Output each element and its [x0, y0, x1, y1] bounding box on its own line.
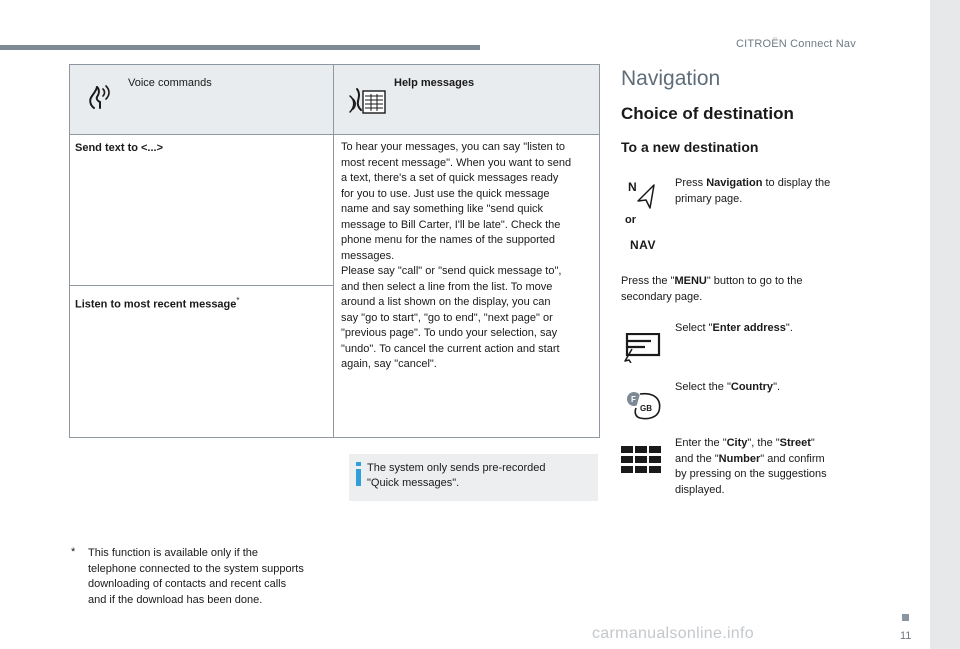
- table-help-cell: [334, 135, 599, 437]
- command-divider: [70, 285, 334, 286]
- watermark: carmanualsonline.info: [592, 625, 754, 642]
- country-flag-icon: [624, 391, 664, 421]
- voice-help-screen-icon: [348, 81, 388, 117]
- command-send-text: Send text to <...>: [75, 142, 164, 154]
- section-heading: Choice of destination: [621, 104, 794, 123]
- voice-speaking-icon: [84, 81, 116, 113]
- table-header-voice-commands: [70, 65, 334, 134]
- navigation-arrow-icon: [628, 180, 660, 210]
- footnote-star: *: [71, 546, 76, 558]
- step-select-country: Select the "Country".: [675, 381, 781, 393]
- table-header-row: [70, 65, 599, 135]
- step-press-menu: Press the "MENU" button to go to the secondary page.: [621, 275, 803, 303]
- enter-address-icon: [623, 333, 661, 363]
- svg-text:N: N: [628, 180, 637, 194]
- step-enter-address: Select "Enter address".: [675, 322, 793, 334]
- table-body-row: [70, 135, 599, 437]
- header-help-messages-label: Help messages: [394, 77, 475, 89]
- header-voice-commands-label: Voice commands: [128, 77, 212, 89]
- header-brand: CITROËN Connect Nav: [736, 38, 856, 50]
- page-title: Navigation: [621, 67, 721, 90]
- keypad-grid-icon: [621, 446, 661, 474]
- continued-marker: [902, 614, 909, 621]
- nav-button-label: NAV: [630, 238, 656, 252]
- header-rule: [0, 45, 480, 50]
- or-label: or: [625, 214, 636, 226]
- subsection-heading: To a new destination: [621, 139, 759, 155]
- footnote-text: This function is available only if the telephone connected to the system supports downloading of contacts and recent calls and if the download has been done.: [88, 547, 304, 606]
- page-edge-strip: [930, 0, 960, 649]
- footnote-mark: *: [236, 296, 240, 305]
- info-note: [349, 454, 598, 501]
- step-enter-city: Enter the "City", the "Street" and the "Number" and confirm by pressing on the suggestions displayed.: [675, 437, 827, 496]
- info-icon: [355, 462, 363, 486]
- command-listen-recent: Listen to most recent message*: [75, 296, 240, 311]
- step-press-navigation: Press Navigation to display the primary page.: [675, 177, 831, 205]
- help-message-text: To hear your messages, you can say "listen to most recent message". When you want to send a text, there's a set of quick messages ready for you to use. Just use the quick message name and say something like "send quick message to Bill Carter, I'll be late". Check the phone menu for the names of the supported messages. Please say "call" or "send quick message to", and then select a line from the list. To move around a list shown on the display, you can say "go to start", "go to end", "next page" or "previous page". To undo your selection, say "undo". To cancel the current action and start again, say "cancel".: [341, 141, 572, 370]
- voice-command-table: [69, 64, 600, 438]
- table-commands-cell: [70, 135, 334, 437]
- page-number: 11: [900, 630, 912, 642]
- table-header-help-messages: [334, 65, 599, 134]
- flag-letter-f: F: [631, 395, 636, 404]
- footnote: [71, 546, 304, 608]
- info-note-text: The system only sends pre-recorded "Quick messages".: [367, 462, 546, 489]
- flag-letter-gb: GB: [640, 404, 652, 413]
